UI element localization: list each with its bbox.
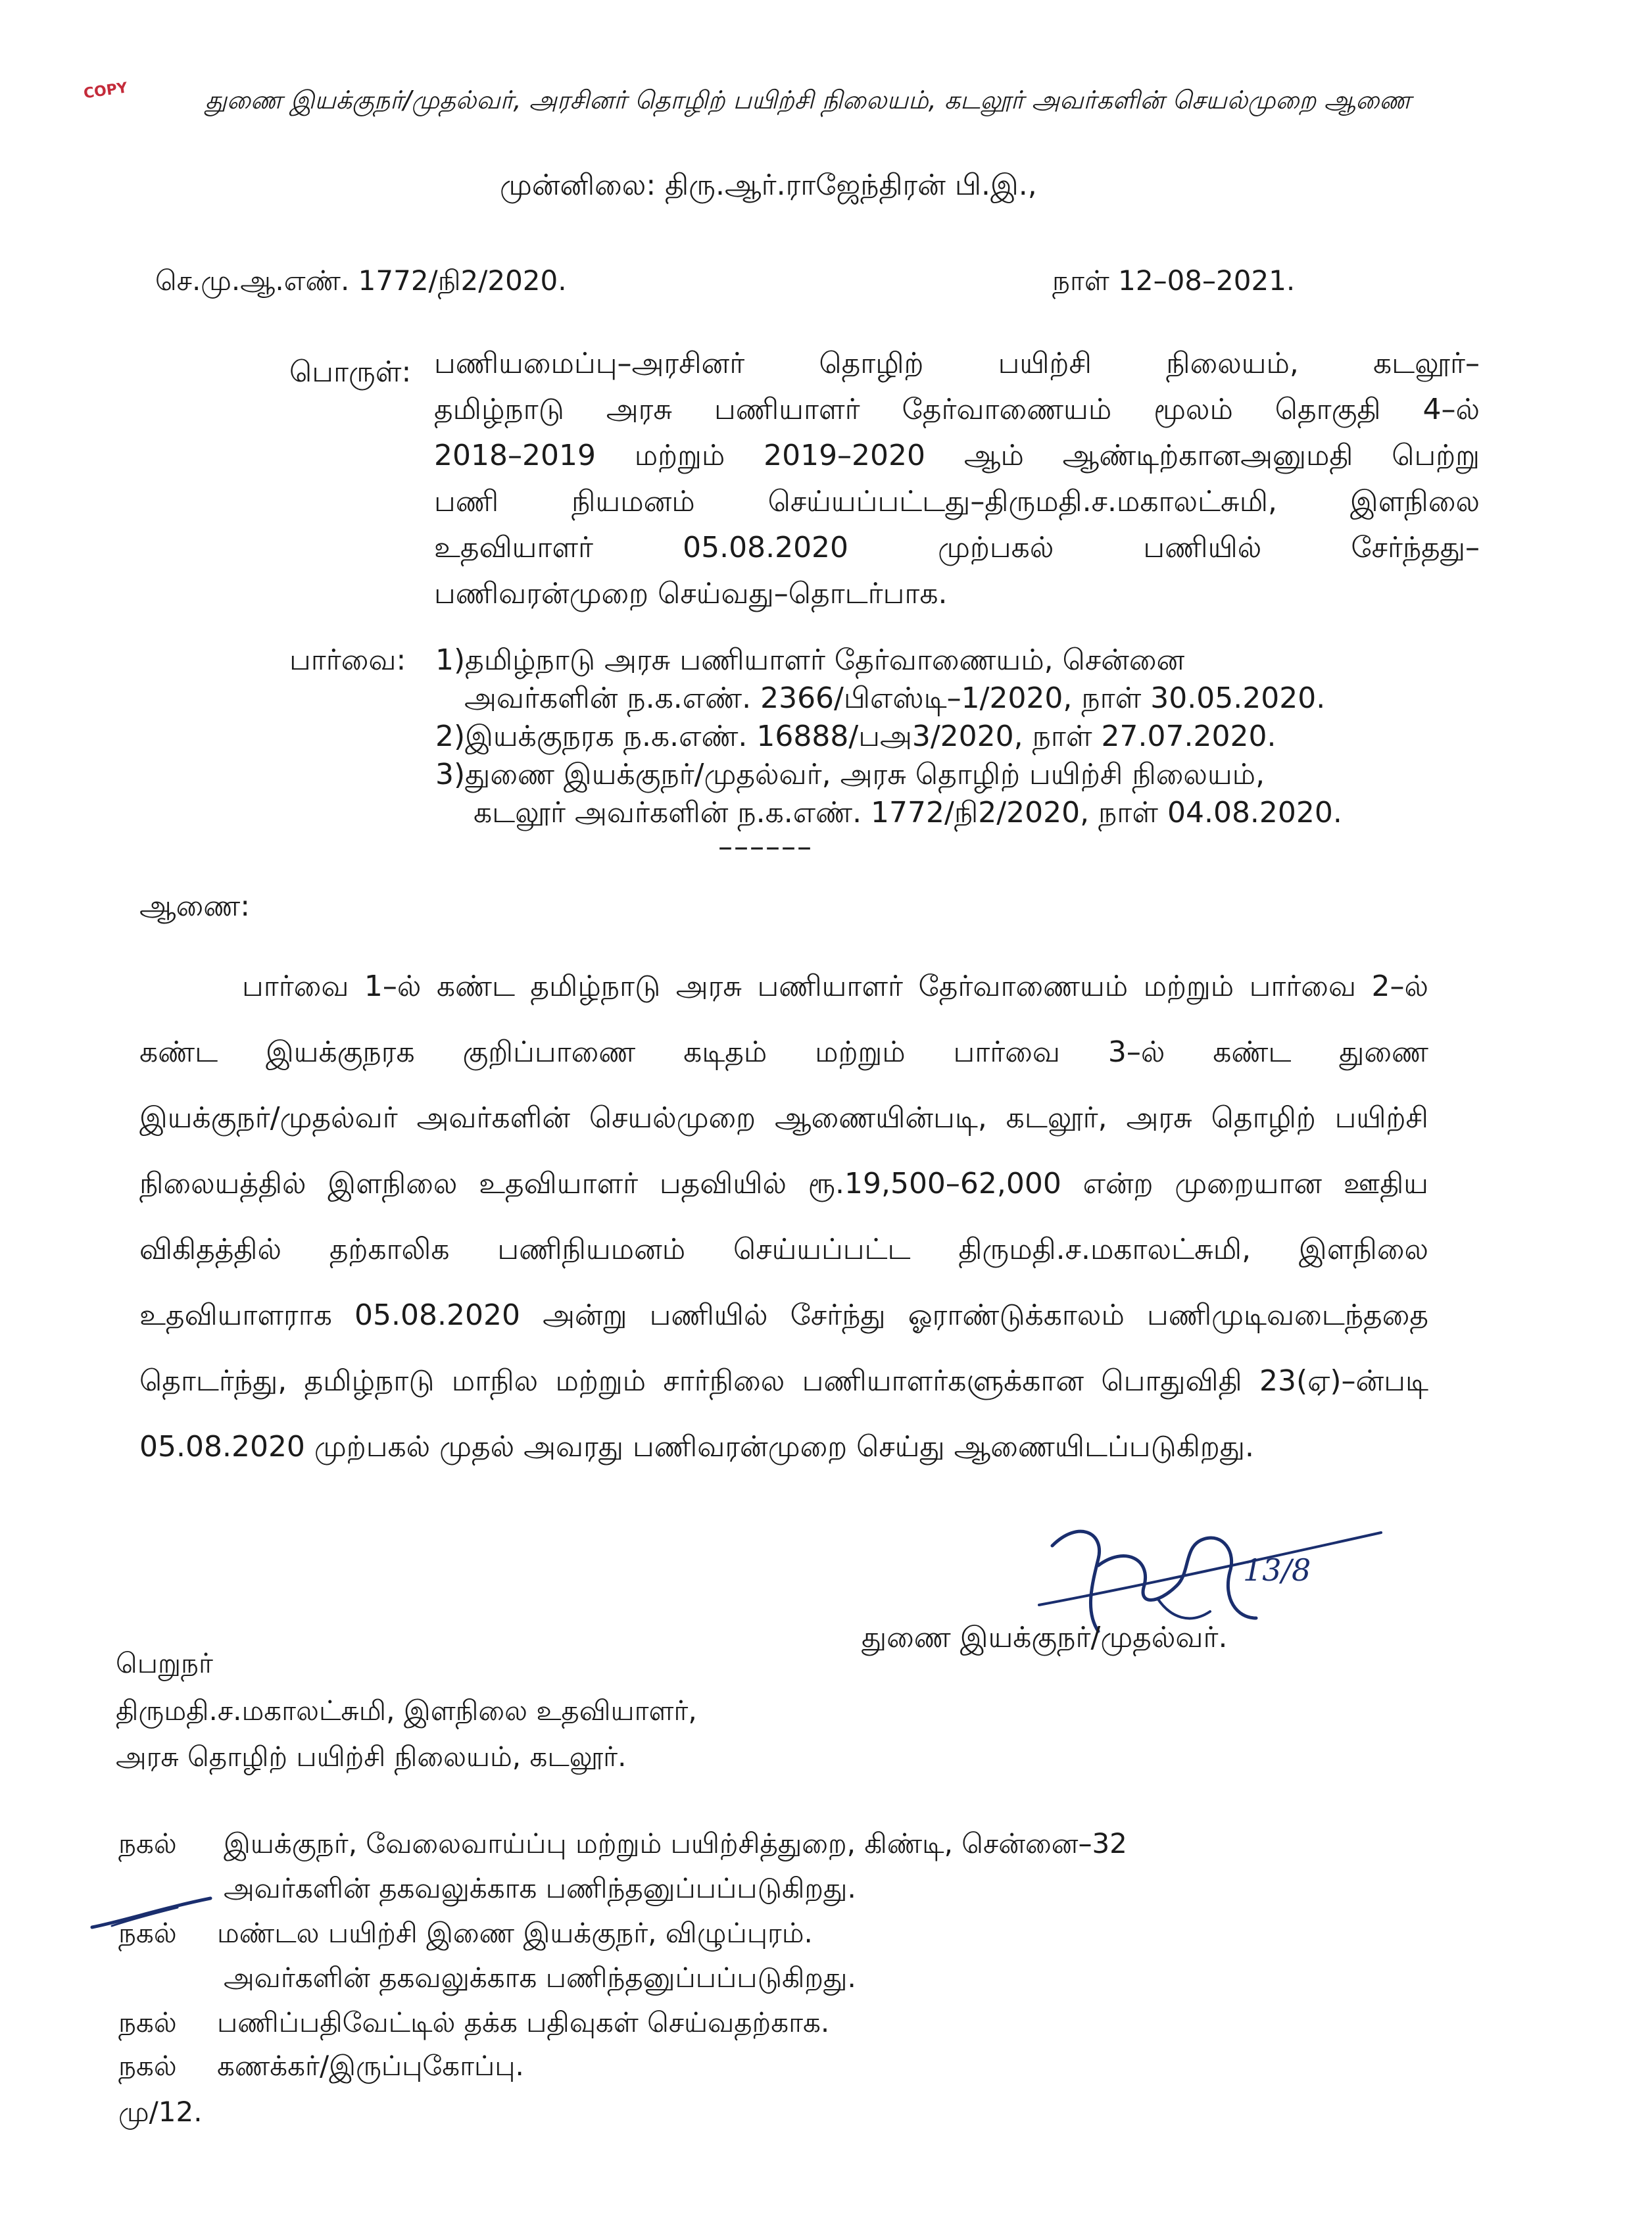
signatory-designation: துணை இயக்குநர்/முதல்வர். (862, 1621, 1228, 1654)
copy-text: கணக்கர்/இருப்புகோப்பு. (217, 2050, 524, 2082)
reference-line: 2)இயக்குநரக ந.க.எண். 16888/பஅ3/2020, நாள் 27.07.2020. (435, 720, 1276, 753)
order-line: பார்வை 1–ல் கண்ட தமிழ்நாடு அரசு பணியாளர் தேர்வாணையம் மற்றும் பார்வை 2–ல் (242, 970, 1428, 1003)
recipient-line: திருமதி.ச.மகாலட்சுமி, இளநிலை உதவியாளர், (116, 1694, 697, 1727)
reference-line: 3)துணை இயக்குநர்/முதல்வர், அரசு தொழிற் பயிற்சி நிலையம், (435, 758, 1265, 791)
order-line: இயக்குநர்/முதல்வர் அவர்களின் செயல்முறை ஆணையின்படி, கடலூர், அரசு தொழிற் பயிற்சி (139, 1101, 1428, 1135)
copy-label: நகல் (118, 1917, 177, 1949)
copy-label: நகல் (118, 1827, 177, 1859)
subject-label: பொருள்: (289, 355, 412, 389)
copy-text: அவர்களின் தகவலுக்காக பணிந்தனுப்பப்படுகிறது. (224, 1872, 856, 1904)
subject-line: உதவியாளர் 05.08.2020 முற்பகல் பணியில் சேர்ந்தது– (434, 531, 1480, 564)
copy-label: நகல் (118, 2050, 177, 2082)
presence-line: முன்னிலை: திரு.ஆர்.ராஜேந்திரன் பி.இ., (500, 168, 1037, 202)
copy-text: பணிப்பதிவேட்டில் தக்க பதிவுகள் செய்வதற்காக. (217, 2006, 830, 2038)
reference-line: 1)தமிழ்நாடு அரசு பணியாளர் தேர்வாணையம், சென்னை (435, 643, 1185, 677)
subject-line: பணி நியமனம் செய்யப்பட்டது–திருமதி.ச.மகாலட்சுமி, இளநிலை (434, 485, 1480, 518)
order-line: விகிதத்தில் தற்காலிக பணிநியமனம் செய்யப்பட்ட திருமதி.ச.மகாலட்சுமி, இளநிலை (139, 1233, 1428, 1266)
copy-text: அவர்களின் தகவலுக்காக பணிந்தனுப்பப்படுகிறது. (224, 1961, 856, 1994)
copy-label: நகல் (118, 2006, 177, 2038)
recipient-line: அரசு தொழிற் பயிற்சி நிலையம், கடலூர். (116, 1740, 627, 1773)
order-line: 05.08.2020 முற்பகல் முதல் அவரது பணிவரன்முறை செய்து ஆணையிடப்படுகிறது. (139, 1430, 1254, 1464)
signature-date: 13/8 (1243, 1552, 1311, 1588)
subject-line: பணியமைப்பு–அரசினர் தொழிற் பயிற்சி நிலையம், கடலூர்– (434, 347, 1480, 380)
footer-initials: மு/12. (118, 2096, 203, 2128)
reference-separator: –––––– (718, 830, 813, 864)
copy-stamp: COPY (82, 80, 129, 103)
order-line: தொடர்ந்து, தமிழ்நாடு மாநில மற்றும் சார்நிலை பணியாளர்களுக்கான பொதுவிதி 23(ஏ)–ன்படி (139, 1364, 1428, 1398)
subject-line: 2018–2019 மற்றும் 2019–2020 ஆம் ஆண்டிற்கானஅனுமதி பெற்று (434, 439, 1480, 472)
reference-line: கடலூர் அவர்களின் ந.க.எண். 1772/நி2/2020, நாள் 04.08.2020. (474, 796, 1342, 829)
recipient-label: பெறுநர் (116, 1647, 213, 1679)
order-body (139, 954, 1428, 1480)
order-line: கண்ட இயக்குநரக குறிப்பாணை கடிதம் மற்றும் பார்வை 3–ல் கண்ட துணை (139, 1035, 1428, 1069)
copy-text: மண்டல பயிற்சி இணை இயக்குநர், விழுப்புரம். (217, 1917, 813, 1949)
order-line: நிலையத்தில் இளநிலை உதவியாளர் பதவியில் ரூ.19,500–62,000 என்ற முறையான ஊதிய (139, 1167, 1428, 1200)
order-label: ஆணை: (139, 889, 251, 923)
copy-text: இயக்குநர், வேலைவாய்ப்பு மற்றும் பயிற்சித்துறை, கிண்டி, சென்னை–32 (224, 1827, 1127, 1859)
reference-number: செ.மு.ஆ.எண். 1772/நி2/2020. (155, 264, 567, 297)
subject-block (434, 341, 1480, 617)
pen-tick-mark (85, 1894, 217, 1934)
order-line: உதவியாளராக 05.08.2020 அன்று பணியில் சேர்ந்து ஓராண்டுக்காலம் பணிமுடிவடைந்ததை (139, 1298, 1428, 1332)
office-heading: துணை இயக்குநர்/முதல்வர், அரசினர் தொழிற் பயிற்சி நிலையம், கடலூர் அவர்களின் செயல்முறை ஆணை (205, 86, 1411, 114)
subject-line: தமிழ்நாடு அரசு பணியாளர் தேர்வாணையம் மூலம் தொகுதி 4–ல் (434, 393, 1480, 426)
order-date: நாள் 12–08–2021. (1052, 264, 1296, 297)
references-label: பார்வை: (289, 643, 406, 677)
subject-line: பணிவரன்முறை செய்வது–தொடர்பாக. (434, 577, 948, 610)
reference-line: அவர்களின் ந.க.எண். 2366/பிஎஸ்டி–1/2020, நாள் 30.05.2020. (464, 681, 1326, 715)
